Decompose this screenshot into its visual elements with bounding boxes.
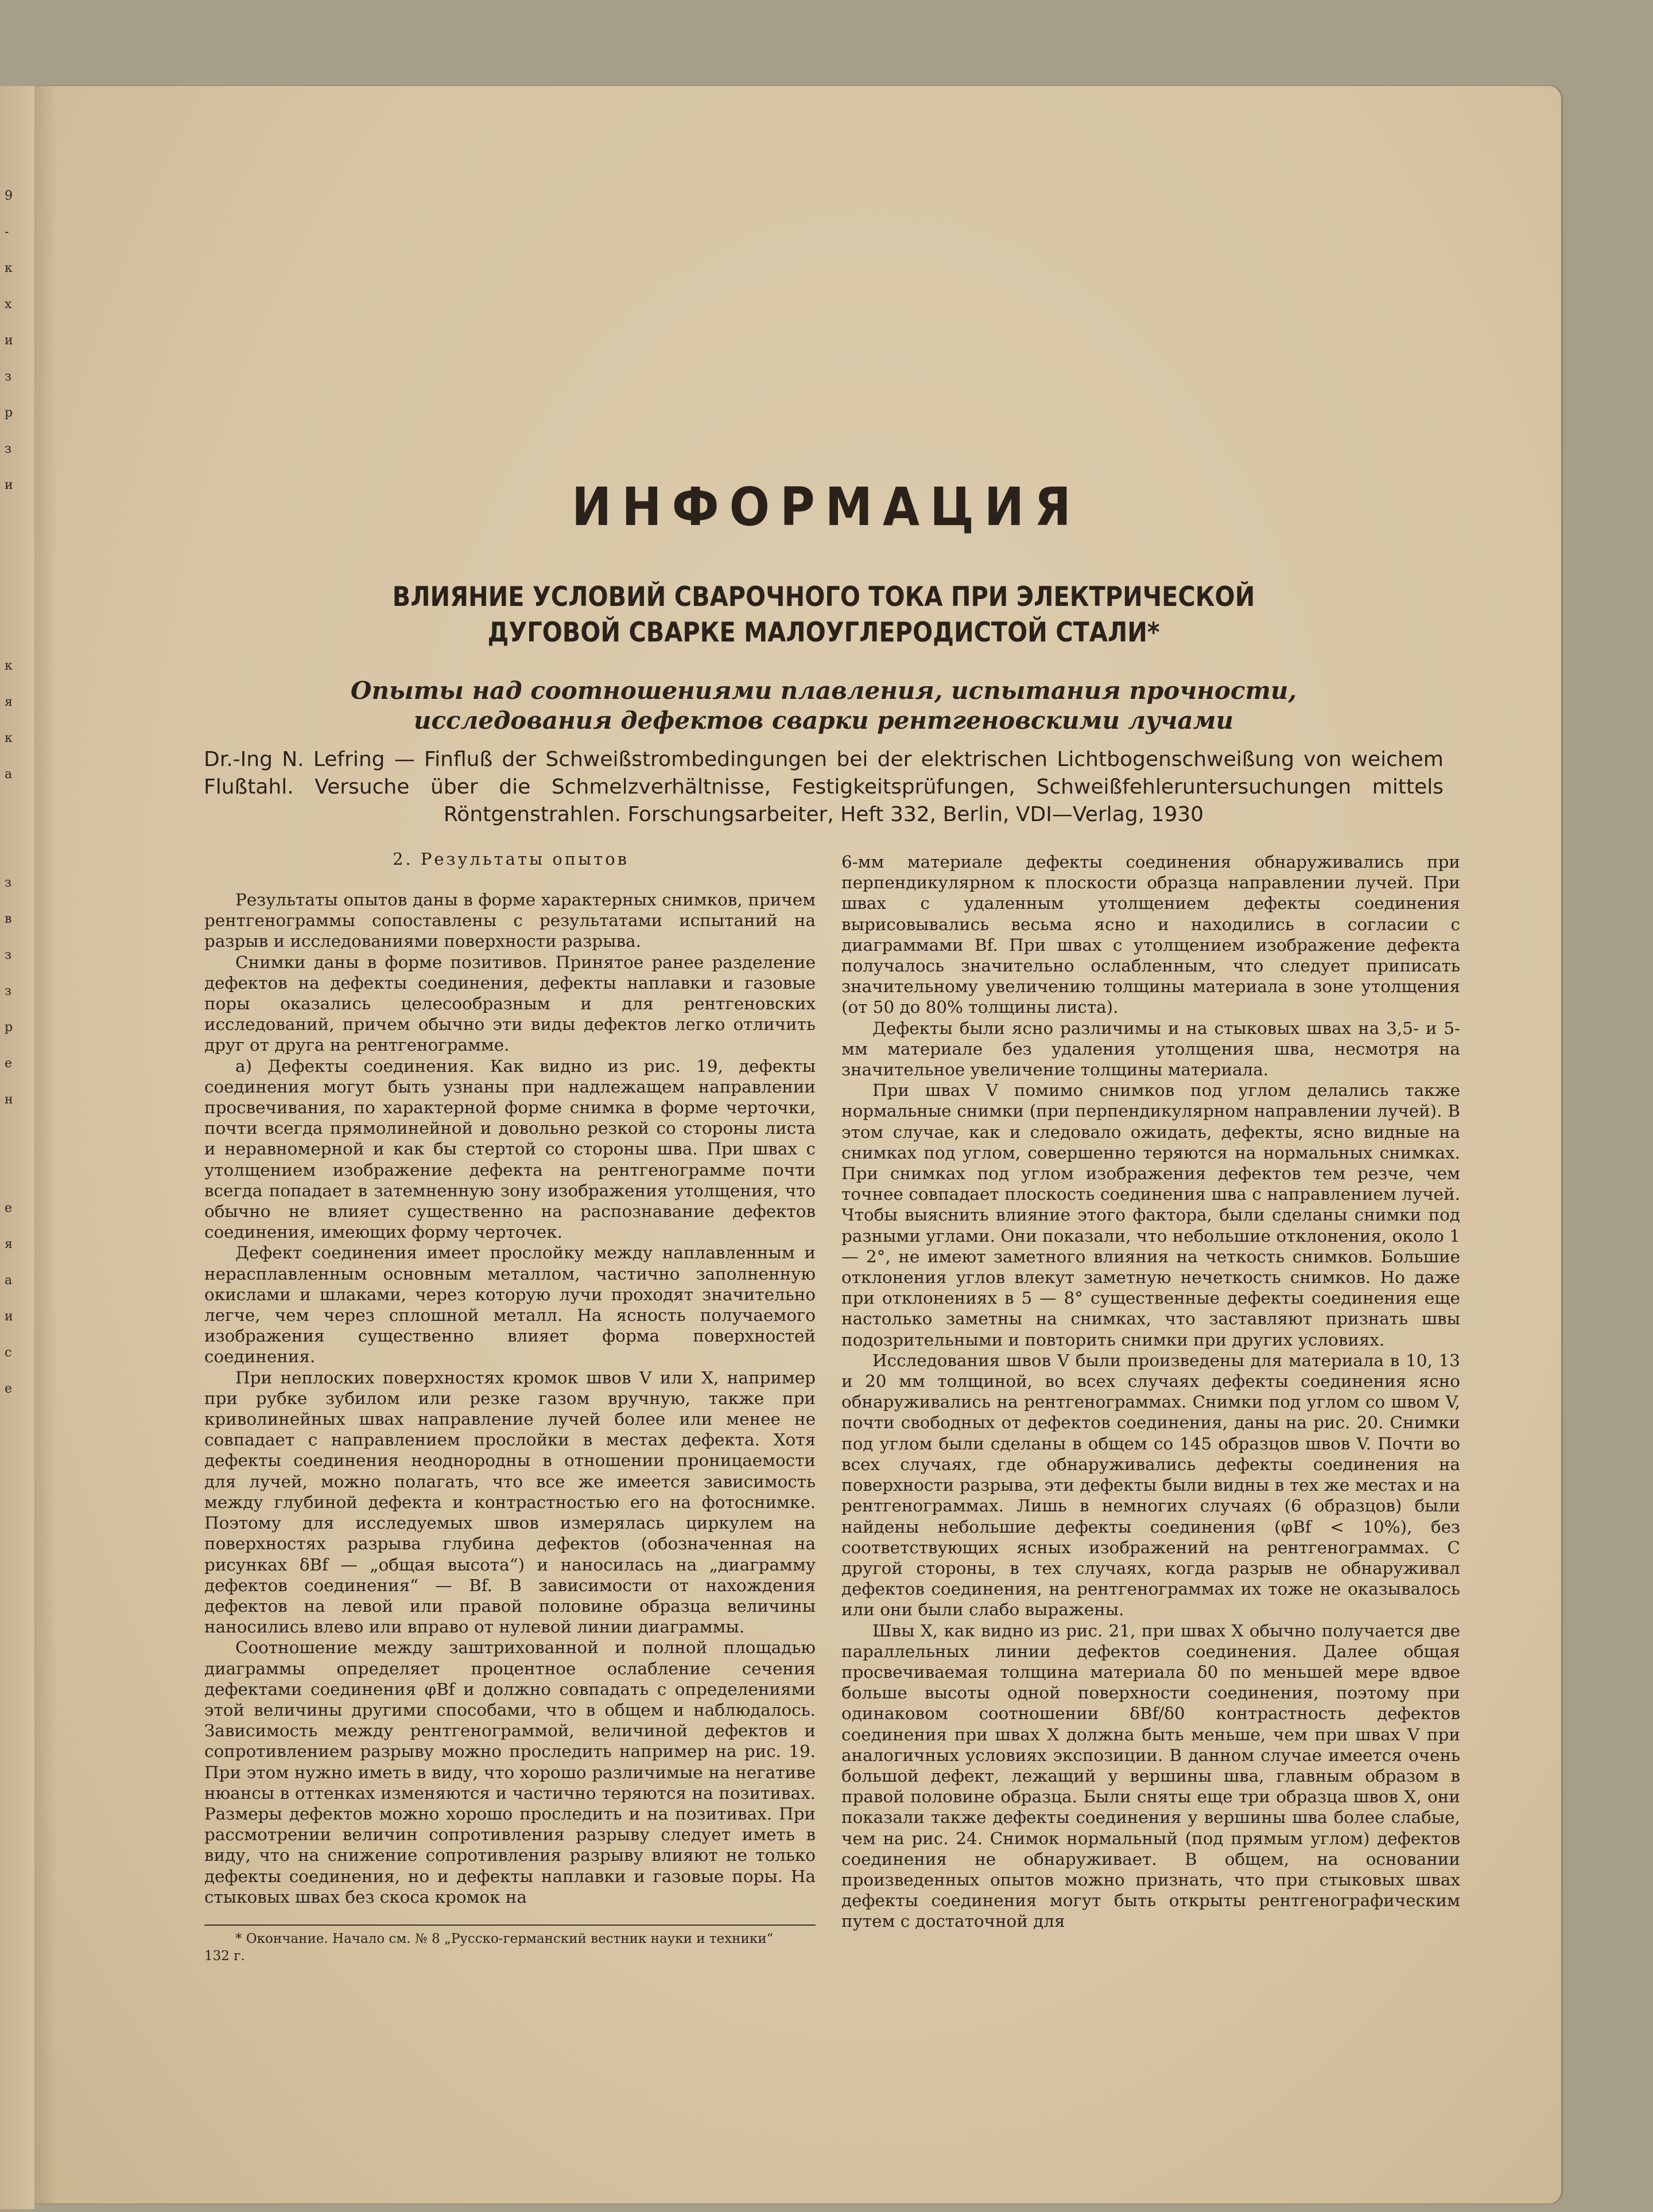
previous-page-mark: н — [5, 1093, 13, 1107]
previous-page-mark: е — [5, 1201, 13, 1215]
paragraph: Исследования швов V были произведены для материала в 10, 13 и 20 мм толщиной, во всех случаях дефекты соединения ясно обнаруживались на рентгенограммах. Снимки под углом со швом V, почти свободных от дефектов соединения, даны на рис. 20. Снимки под углом были сделаны в общем со 145 образцов швов V. Почти во всех случаях, где обнаруживались дефекты соединения на поверхности разрыва, эти дефекты были видны в тех же местах и на рентгенограммах. Лишь в немногих случаях (6 образцов) были найдены небольшие дефекты соединения (φBf < 10%), без соответствующих ясных изображений на рентгенограммах. С другой стороны, в тех случаях, когда разрыв не обнаруживал дефектов соединения, на рентгенограммах их тоже не оказывалось или они были слабо выражены. — [841, 1350, 1460, 1620]
paragraph: а) Дефекты соединения. Как видно из рис. 19, дефекты соединения могут быть узнаны при надлежащем направлении просвечивания, по характерной форме снимка в форме черточки, почти всегда прямолинейной и довольно резкой со стороны листа и неравномерной и как бы стертой со стороны шва. При швах с утолщением изображение дефекта на рентгенограмме почти всегда попадает в затемненную зону изображения утолщения, что обычно не влияет существенно на распознавание дефектов соединения, имеющих форму черточек. — [204, 1056, 816, 1242]
previous-page-mark — [5, 792, 22, 829]
footnote-line: * Окончание. Начало см. № 8 „Русско-германский вестник науки и техники“ — [235, 1931, 774, 1946]
previous-page-mark — [5, 612, 22, 648]
paragraph: При швах V помимо снимков под углом делались также нормальные снимки (при перпендикулярном направлении лучей). В этом случае, как и следовало ожидать, дефекты, ясно видные на снимках под углом, совершенно теряются на нормальных снимках. При снимках под углом изображения дефектов тем резче, чем точнее совпадает плоскость соединения шва с направлением лучей. Чтобы выяснить влияние этого фактора, были сделаны снимки под разными углами. Они показали, что небольшие отклонения, около 1 — 2°, не имеют заметного влияния на четкость снимков. Большие отклонения углов влекут заметную нечеткость снимков. Но даже при отклонениях в 5 — 8° существенные дефекты соединения еще настолько заметны на снимках, что заставляют признать швы подозрительными и повторить снимки при других условиях. — [841, 1080, 1460, 1350]
paragraph: При неплоских поверхностях кромок швов V или X, например при рубке зубилом или резке газом вручную, также при криволинейных швах направление лучей более или менее не совпадает с направлением прослойки в местах дефекта. Хотя дефекты соединения неоднородны в отношении проницаемости для лучей, можно полагать, что все же имеется зависимость между глубиной дефекта и контрастностью его на фотоснимке. Поэтому для исследуемых швов измерялась циркулем на поверхностях разрыва глубина дефектов (обозначенная на рисунках δBf — „общая высота“) и наносилась на „диаграмму дефектов соединения“ — Bf. В зависимости от нахождения дефектов на левой или правой половине образца величины наносились влево или вправо от нулевой линии диаграммы. — [204, 1367, 816, 1637]
previous-page-mark — [5, 576, 22, 612]
previous-page-mark: - — [5, 225, 9, 239]
previous-page-marks — [5, 178, 22, 1407]
paragraph: Результаты опытов даны в форме характерных снимков, причем рентгенограммы сопоставлены с результатами испытаний на разрыв и исследованиями поверхности разрыва. — [204, 890, 816, 951]
paragraph: Дефекты были ясно различимы и на стыковых швах на 3,5- и 5-мм материале без удаления утолщения шва, несмотря на значительное увеличение толщины материала. — [841, 1018, 1460, 1080]
paragraph: 6-мм материале дефекты соединения обнаруживались при перпендикулярном к плоскости образца направлении лучей. При швах с удаленным утолщением дефекты соединения вырисовывались весьма ясно и находились в согласии с диаграммами Bf. При швах с утолщением изображение дефекта получалось значительно ослабленным, что следует приписать значительному увеличению толщины материала в зоне утолщения (от 50 до 80% толщины листа). — [841, 852, 1460, 1017]
previous-page-mark: я — [5, 695, 13, 709]
page-title: ИНФОРМАЦИЯ — [572, 476, 1081, 538]
paragraph: Швы X, как видно из рис. 21, при швах X обычно получается две параллельных линии дефектов соединения. Далее общая просвечиваемая толщина материала δ0 по меньшей мере вдвое больше высоты одной поверхности соединения, поэтому при одинаковом соотношении δBf/δ0 контрастность дефектов соединения при швах X должна быть меньше, чем при швах V при аналогичных условиях экспозиции. В данном случае имеется очень большой дефект, лежащий у вершины шва, главным образом в правой половине образца. Были сняты еще три образца швов X, они показали также дефекты соединения у вершины шва более слабые, чем на рис. 24. Снимок нормальный (под прямым углом) дефектов соединения не обнаруживает. В общем, на основании произведенных опытов можно признать, что при стыковых швах дефекты соединения могут быть открыты рентгенографическим путем с достаточной для — [841, 1620, 1460, 1931]
previous-page-mark: в — [5, 912, 12, 926]
footnote — [204, 1930, 816, 1965]
previous-page-mark — [5, 539, 22, 576]
previous-page-mark: и — [5, 333, 13, 348]
previous-page-mark — [5, 1154, 22, 1190]
previous-page-mark: е — [5, 1056, 13, 1071]
previous-page-mark — [5, 1118, 22, 1154]
previous-page-mark: з — [5, 948, 11, 962]
left-column — [204, 889, 816, 1907]
paragraph: Соотношение между заштрихованной и полной площадью диаграммы определяет процентное ослабление сечения дефектами соединения φBf и должно совпадать с определениями этой величины другими способами, что в общем и наблюдалось. Зависимость между рентгенограммой, величиной дефектов и сопротивлением разрыву можно проследить например на рис. 19. При этом нужно иметь в виду, что хорошо различимые на негативе нюансы в оттенках изменяются и частично теряются на позитивах. Размеры дефектов можно хорошо проследить и на позитивах. При рассмотрении величин сопротивления разрыву следует иметь в виду, что на снижение сопротивления разрыву влияют не только дефекты соединения, но и дефекты наплавки и газовые поры. На стыковых швах без скоса кромок на — [204, 1638, 816, 1907]
footnote-divider — [204, 1925, 816, 1926]
previous-page-mark — [5, 829, 22, 865]
previous-page-mark: с — [5, 1346, 12, 1360]
previous-page-mark: к — [5, 659, 13, 673]
article-title: ВЛИЯНИЕ УСЛОВИЙ СВАРОЧНОГО ТОКА ПРИ ЭЛЕКТРИЧЕСКОЙ ДУГОВОЙ СВАРКЕ МАЛОУГЛЕРОДИСТОЙ СТАЛИ* — [392, 581, 1255, 648]
right-column — [841, 852, 1460, 1932]
previous-page-mark: з — [5, 442, 11, 456]
previous-page-mark: р — [5, 1020, 13, 1035]
previous-page-mark: и — [5, 1309, 13, 1324]
previous-page-edge — [0, 86, 34, 2209]
footnote-line: 132 г. — [204, 1949, 245, 1964]
previous-page-mark: а — [5, 1273, 13, 1288]
previous-page-mark: з — [5, 984, 11, 998]
previous-page-mark: р — [5, 406, 13, 420]
previous-page-mark: а — [5, 767, 13, 782]
previous-page-mark: 9 — [5, 189, 13, 203]
paragraph: Снимки даны в форме позитивов. Принятое ранее разделение дефектов на дефекты соединения, дефекты наплавки и газовые поры оказались целесообразным и для рентгеновских исследований, причем обычно эти виды дефектов легко отличить друг от друга на рентгенограмме. — [204, 952, 816, 1055]
previous-page-mark: к — [5, 731, 13, 745]
source-citation: Dr.-Ing N. Lefring — Finfluß der Schweißstrombedingungen bei der elektrischen Lichtbogenschweißung von weichem Flußtahl. Versuche über die Schmelzverhältnisse, Festigkeitsprüfungen, Schweißfehleruntersuchungen mittels Röntgenstrahlen. Forschungsarbeiter, Heft 332, Berlin, VDI—Verlag, 1930 — [204, 748, 1444, 826]
paragraph: Дефект соединения имеет прослойку между наплавленным и нерасплавленным основным металлом, частично заполненную окислами и шлаками, через которую лучи проходят значительно легче, чем через сплошной металл. На ясность получаемого изображения существенно влияет форма поверхностей соединения. — [204, 1243, 816, 1367]
previous-page-mark: з — [5, 876, 11, 890]
section-heading: 2. Результаты опытов — [392, 849, 630, 869]
previous-page-mark: к — [5, 261, 13, 275]
previous-page-mark: х — [5, 297, 12, 312]
previous-page-mark: и — [5, 478, 13, 492]
previous-page-mark: е — [5, 1382, 13, 1396]
page-spine-shadow — [34, 86, 57, 2203]
article-subtitle: Опыты над соотношениями плавления, испытания прочности, исследования дефектов сварки рентгеновскими лучами — [350, 677, 1297, 734]
previous-page-mark: я — [5, 1237, 13, 1251]
previous-page-mark: з — [5, 370, 11, 384]
